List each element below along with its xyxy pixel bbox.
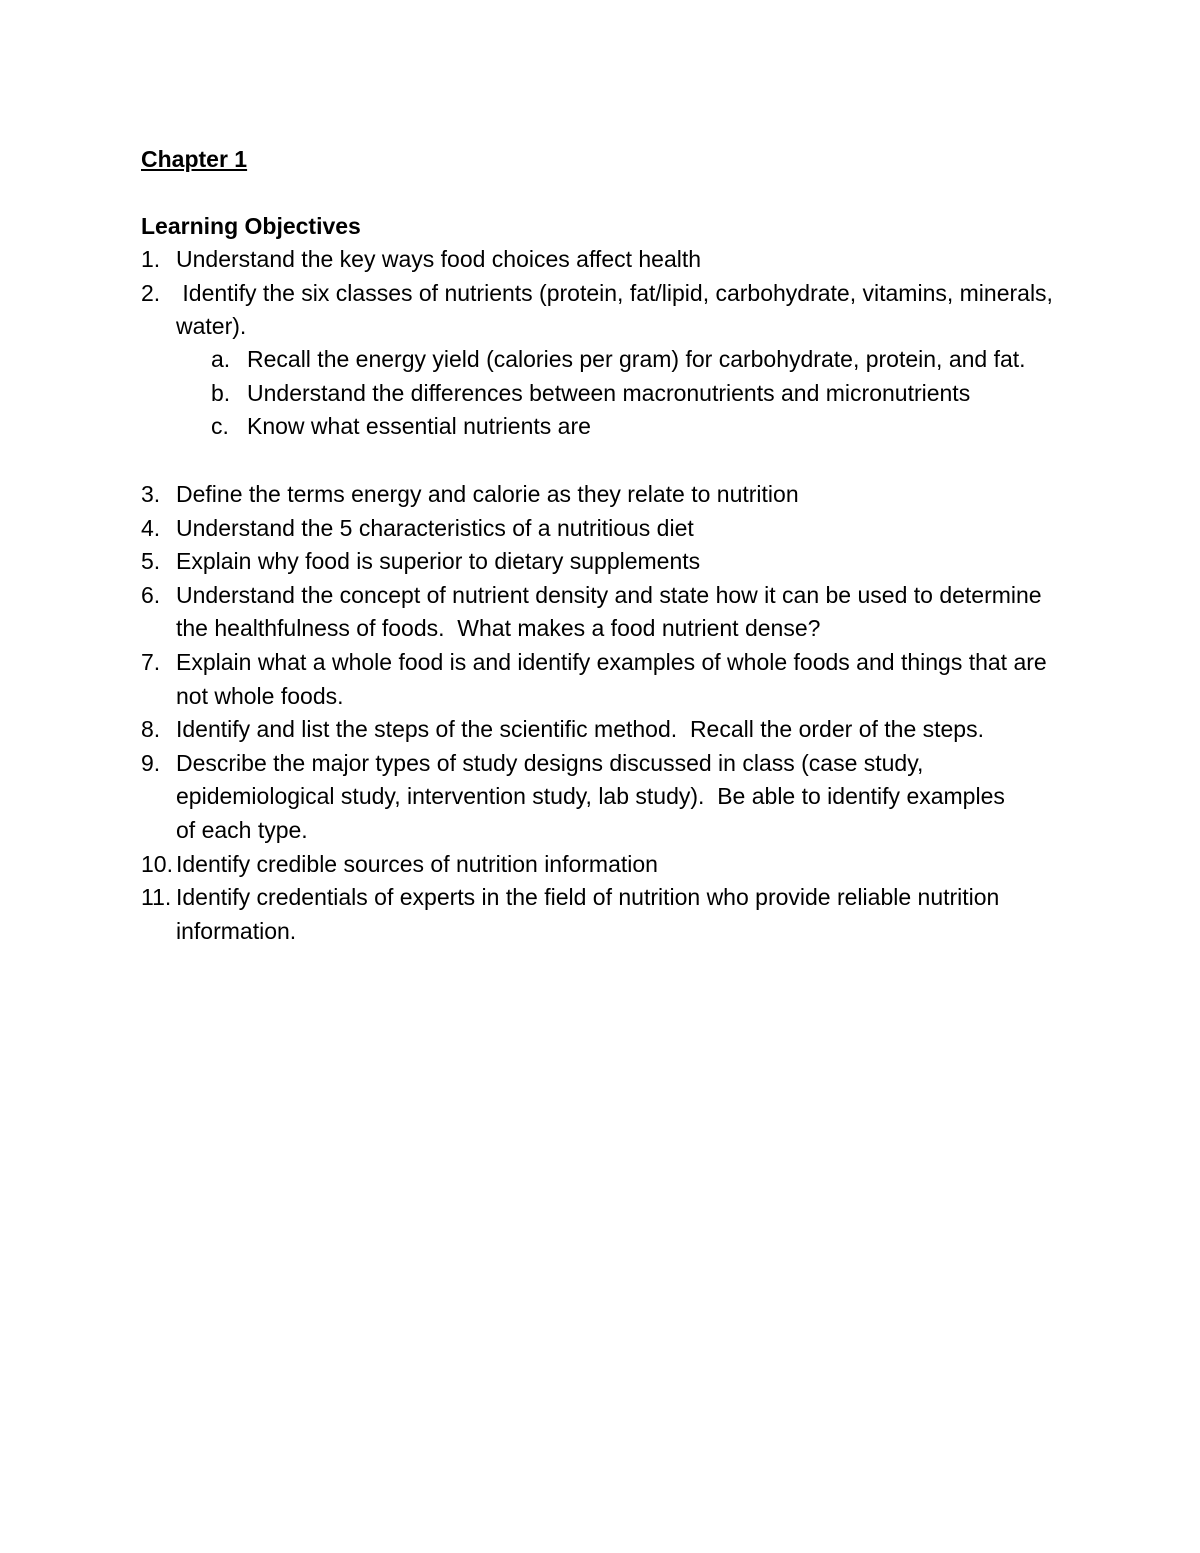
sub-objective-text: Recall the energy yield (calories per gram) for carbohydrate, protein, and fat.	[247, 346, 1026, 372]
objective-number: 1.	[141, 246, 161, 272]
objective-text: Identify the six classes of nutrients (protein, fat/lipid, carbohydrate, vitamins, minerals, water).	[176, 279, 1060, 340]
objective-text: Identify credentials of experts in the field of nutrition who provide reliable nutrition information.	[176, 884, 1000, 944]
objective-item	[141, 478, 1101, 512]
sub-objective-letter: b.	[211, 379, 231, 406]
objective-number: 9.	[141, 749, 161, 776]
objective-text: Understand the key ways food choices affect health	[176, 246, 702, 272]
learning-objectives-heading: Learning Objectives	[141, 213, 361, 239]
sub-objective-item	[141, 377, 1101, 411]
objective-item	[141, 579, 1101, 646]
objective-item	[141, 646, 1101, 713]
objective-number: 7.	[141, 648, 161, 675]
objective-text: Explain why food is superior to dietary supplements	[176, 548, 701, 575]
sub-objective-text: Know what essential nutrients are	[247, 413, 591, 440]
objective-number: 5.	[141, 548, 161, 575]
objective-number: 8.	[141, 716, 161, 743]
objective-item	[141, 747, 1101, 848]
objective-text: Understand the concept of nutrient density and state how it can be used to determine the healthfulness of foods. What makes a food nutrient dense?	[176, 581, 1048, 642]
sub-objective-item	[141, 343, 1101, 377]
objectives-list-continued	[141, 478, 1101, 948]
sub-objective-text: Understand the differences between macronutrients and micronutrients	[247, 379, 971, 406]
sub-objective-letter: a.	[211, 346, 231, 372]
objective-text: Describe the major types of study designs discussed in class (case study, epidemiological study, intervention study, lab study). Be able to identify examples of each type.	[176, 749, 1012, 843]
objective-text: Explain what a whole food is and identify examples of whole foods and things that are not whole foods.	[176, 648, 1047, 709]
chapter-heading: Chapter 1	[141, 146, 248, 172]
objective-number: 6.	[141, 581, 161, 608]
sub-objective-item	[141, 410, 1101, 444]
objective-2-sublist	[141, 343, 1101, 444]
objectives-list	[141, 243, 1101, 344]
objective-text: Understand the 5 characteristics of a nutritious diet	[176, 514, 694, 541]
objective-number: 10.	[141, 850, 173, 877]
objective-text: Define the terms energy and calorie as they relate to nutrition	[176, 481, 799, 507]
objective-number: 4.	[141, 514, 161, 541]
objective-text: Identify and list the steps of the scientific method. Recall the order of the steps.	[176, 716, 984, 743]
objective-item	[141, 243, 1101, 277]
objective-item	[141, 713, 1101, 747]
objective-item	[141, 881, 1101, 948]
objective-item	[141, 512, 1101, 546]
objective-item	[141, 848, 1101, 882]
objective-item	[141, 277, 1101, 344]
sub-objective-letter: c.	[211, 413, 229, 440]
objective-text: Identify credible sources of nutrition information	[176, 850, 658, 877]
objective-item	[141, 545, 1101, 579]
objective-number: 3.	[141, 481, 161, 507]
objective-number: 2.	[141, 279, 161, 306]
objective-number: 11.	[141, 884, 172, 911]
